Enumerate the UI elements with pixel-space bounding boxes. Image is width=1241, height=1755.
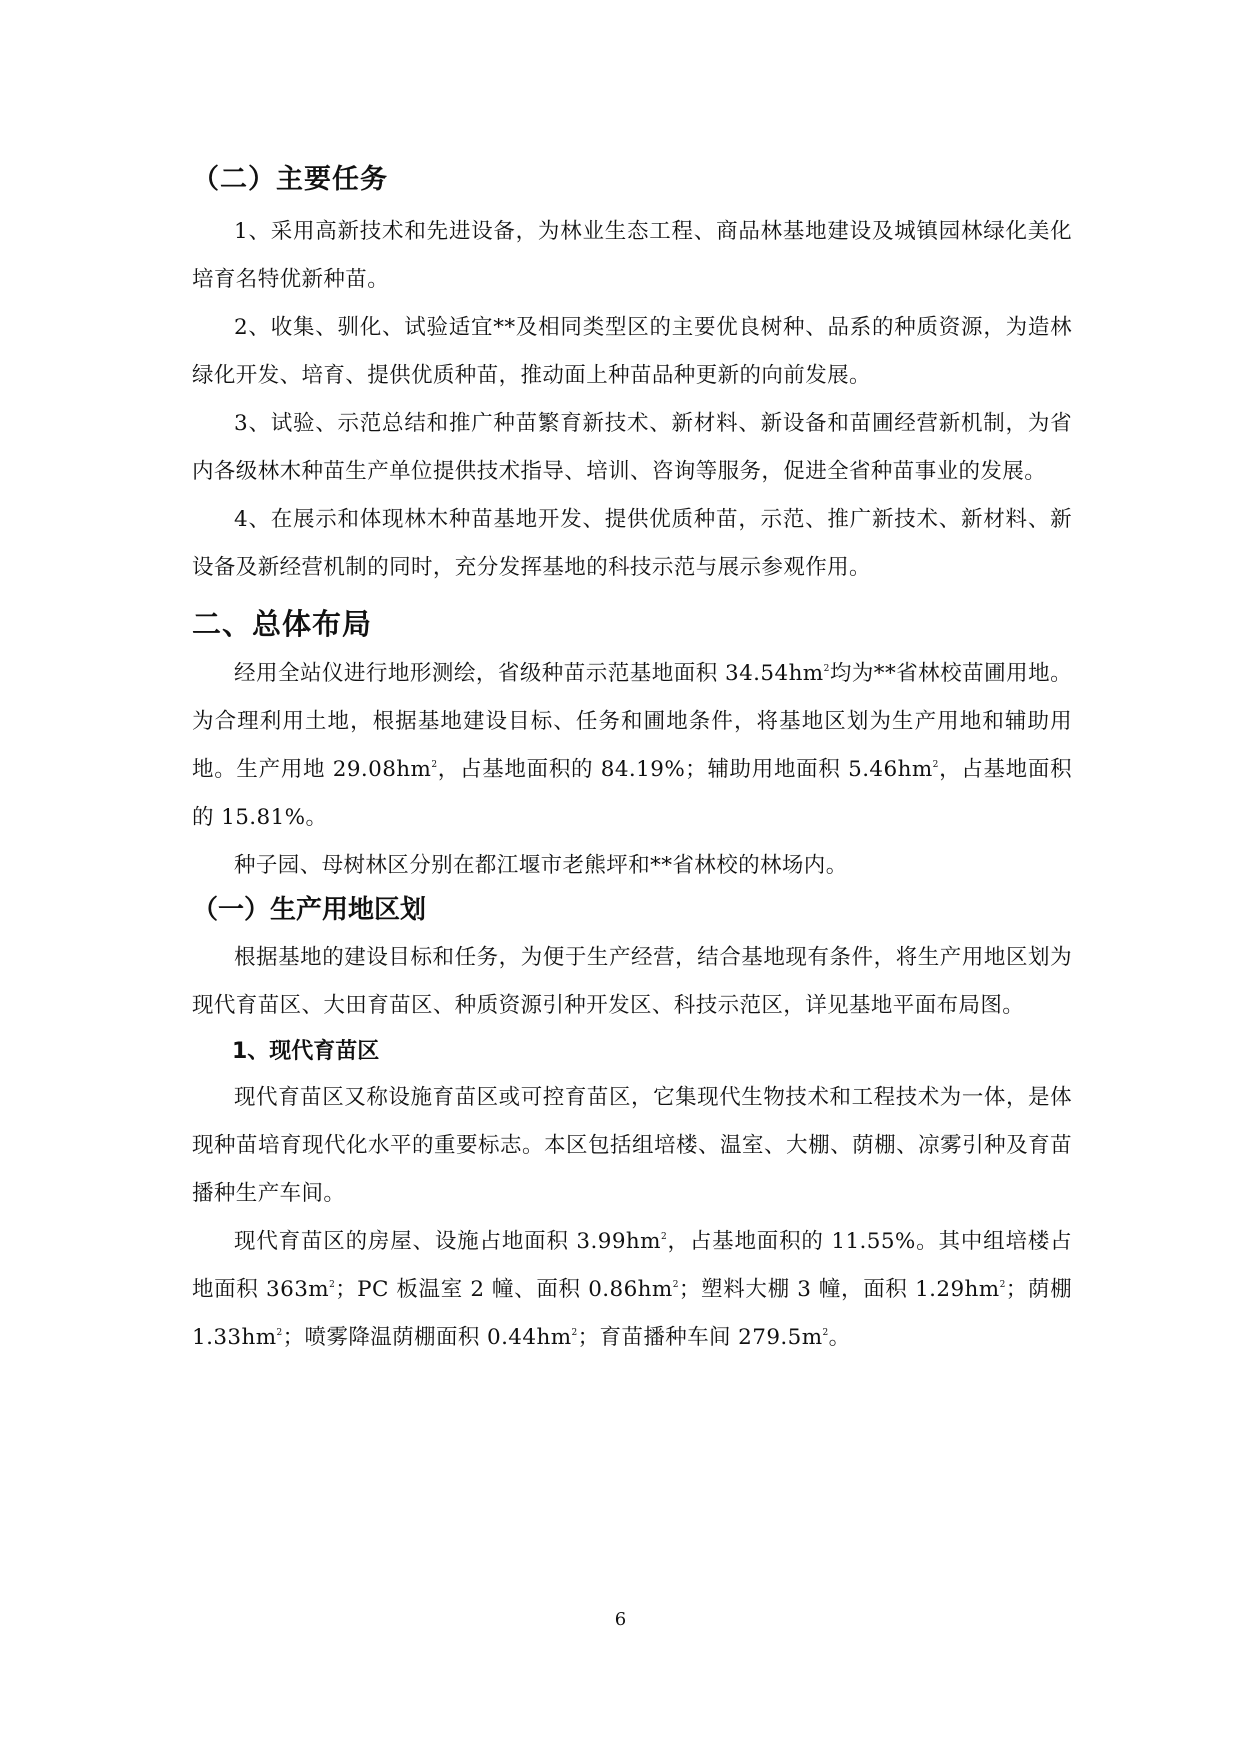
task-item-1: 1、采用高新技术和先进设备，为林业生态工程、商品林基地建设及城镇园林绿化美化培育名特优新种苗。 [192,219,1072,292]
task-item-3: 3、试验、示范总结和推广种苗繁育新技术、新材料、新设备和苗圃经营新机制，为省内各级林木种苗生产单位提供技术指导、培训、咨询等服务，促进全省种苗事业的发展。 [192,411,1072,484]
task-item-2: 2、收集、驯化、试验适宜**及相同类型区的主要优良树种、品系的种质资源，为造林绿化开发、培育、提供优质种苗，推动面上种苗品种更新的向前发展。 [192,315,1072,388]
page-number: 6 [614,1609,627,1630]
production-land-paragraph: 根据基地的建设目标和任务，为便于生产经营，结合基地现有条件，将生产用地区划为现代育苗区、大田育苗区、种质资源引种开发区、科技示范区，详见基地平面布局图。 [192,945,1072,1018]
heading-main-tasks: （二）主要任务 [192,164,388,195]
seed-orchard-paragraph: 种子园、母树林区分别在都江堰市老熊坪和**省林校的林场内。 [234,853,848,878]
page-content [192,158,1072,1362]
task-item-4: 4、在展示和体现林木种苗基地开发、提供优质种苗，示范、推广新技术、新材料、新设备及新经营机制的同时，充分发挥基地的科技示范与展示参观作用。 [192,507,1072,580]
modern-nursery-paragraph-1: 现代育苗区又称设施育苗区或可控育苗区，它集现代生物技术和工程技术为一体，是体现种苗培育现代化水平的重要标志。本区包括组培楼、温室、大棚、荫棚、凉雾引种及育苗播种生产车间。 [192,1085,1072,1206]
heading-production-land: （一）生产用地区划 [192,895,427,925]
heading-modern-nursery: 1、现代育苗区 [232,1039,380,1064]
overall-layout-paragraph: 经用全站仪进行地形测绘，省级种苗示范基地面积 $34.54hm^2$均为**省林校苗圃用地。为合理利用土地，根据基地建设目标、任务和圃地条件，将基地区划为生产用地和辅助用地。生产用地 $29.08hm^2$，占基地面积的 84.19%；辅助用地面积 $5.46hm^2$，占基地面积的 15.81%。 [192,661,1072,830]
modern-nursery-paragraph-2: 现代育苗区的房屋、设施占地面积 $3.99hm^2$，占基地面积的 11.55%。其中组培楼占地面积 $363m^2$；PC 板温室 2 幢、面积 $0.86hm^2$；塑料大棚 3 幢，面积 $1.29hm^2$；荫棚 $1.33hm^2$；喷雾降温荫棚面积 $0.44hm^2$；育苗播种车间 $279.5m^2$。 [192,1229,1072,1350]
heading-overall-layout: 二、总体布局 [192,607,373,641]
